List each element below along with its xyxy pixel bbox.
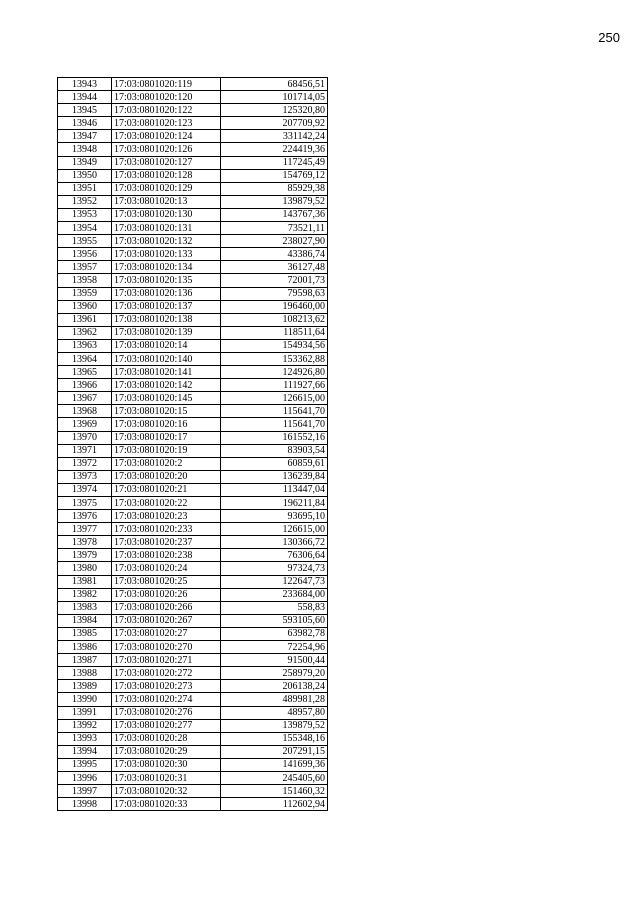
amount-cell: 155348,16 xyxy=(221,732,328,745)
cadastral-code-cell: 17:03:0801020:119 xyxy=(112,78,221,91)
amount-cell: 258979,20 xyxy=(221,667,328,680)
amount-cell: 115641,70 xyxy=(221,405,328,418)
row-id-cell: 13981 xyxy=(58,575,112,588)
row-id-cell: 13955 xyxy=(58,235,112,248)
cadastral-code-cell: 17:03:0801020:16 xyxy=(112,418,221,431)
cadastral-code-cell: 17:03:0801020:122 xyxy=(112,104,221,117)
row-id-cell: 13975 xyxy=(58,497,112,510)
row-id-cell: 13970 xyxy=(58,431,112,444)
cadastral-code-cell: 17:03:0801020:22 xyxy=(112,497,221,510)
amount-cell: 125320,80 xyxy=(221,104,328,117)
cadastral-code-cell: 17:03:0801020:137 xyxy=(112,300,221,313)
cadastral-code-cell: 17:03:0801020:132 xyxy=(112,235,221,248)
row-id-cell: 13951 xyxy=(58,182,112,195)
amount-cell: 63982,78 xyxy=(221,627,328,640)
cadastral-code-cell: 17:03:0801020:133 xyxy=(112,248,221,261)
row-id-cell: 13968 xyxy=(58,405,112,418)
amount-cell: 126615,00 xyxy=(221,523,328,536)
table-row xyxy=(58,431,328,444)
row-id-cell: 13963 xyxy=(58,339,112,352)
amount-cell: 48957,80 xyxy=(221,706,328,719)
amount-cell: 76306,64 xyxy=(221,549,328,562)
table-row xyxy=(58,392,328,405)
cadastral-code-cell: 17:03:0801020:136 xyxy=(112,287,221,300)
row-id-cell: 13980 xyxy=(58,562,112,575)
table-row xyxy=(58,130,328,143)
cadastral-code-cell: 17:03:0801020:274 xyxy=(112,693,221,706)
amount-cell: 72001,73 xyxy=(221,274,328,287)
table-row xyxy=(58,654,328,667)
amount-cell: 101714,05 xyxy=(221,91,328,104)
table-row xyxy=(58,758,328,771)
cadastral-code-cell: 17:03:0801020:23 xyxy=(112,510,221,523)
table-row xyxy=(58,156,328,169)
table-row xyxy=(58,261,328,274)
amount-cell: 489981,28 xyxy=(221,693,328,706)
amount-cell: 122647,73 xyxy=(221,575,328,588)
row-id-cell: 13997 xyxy=(58,785,112,798)
row-id-cell: 13964 xyxy=(58,352,112,365)
row-id-cell: 13978 xyxy=(58,536,112,549)
cadastral-code-cell: 17:03:0801020:130 xyxy=(112,208,221,221)
row-id-cell: 13986 xyxy=(58,641,112,654)
cadastral-code-cell: 17:03:0801020:134 xyxy=(112,261,221,274)
row-id-cell: 13979 xyxy=(58,549,112,562)
table-row xyxy=(58,182,328,195)
row-id-cell: 13954 xyxy=(58,222,112,235)
amount-cell: 117245,49 xyxy=(221,156,328,169)
table-row xyxy=(58,785,328,798)
row-id-cell: 13969 xyxy=(58,418,112,431)
cadastral-code-cell: 17:03:0801020:32 xyxy=(112,785,221,798)
table-row xyxy=(58,169,328,182)
amount-cell: 154769,12 xyxy=(221,169,328,182)
table-row xyxy=(58,444,328,457)
amount-cell: 143767,36 xyxy=(221,208,328,221)
amount-cell: 126615,00 xyxy=(221,392,328,405)
row-id-cell: 13961 xyxy=(58,313,112,326)
table-row xyxy=(58,300,328,313)
table-row xyxy=(58,405,328,418)
amount-cell: 233684,00 xyxy=(221,588,328,601)
row-id-cell: 13943 xyxy=(58,78,112,91)
row-id-cell: 13956 xyxy=(58,248,112,261)
row-id-cell: 13989 xyxy=(58,680,112,693)
table-row xyxy=(58,601,328,614)
amount-cell: 151460,32 xyxy=(221,785,328,798)
row-id-cell: 13958 xyxy=(58,274,112,287)
row-id-cell: 13946 xyxy=(58,117,112,130)
cadastral-code-cell: 17:03:0801020:139 xyxy=(112,326,221,339)
amount-cell: 83903,54 xyxy=(221,444,328,457)
amount-cell: 118511,64 xyxy=(221,326,328,339)
cadastral-code-cell: 17:03:0801020:238 xyxy=(112,549,221,562)
row-id-cell: 13995 xyxy=(58,758,112,771)
row-id-cell: 13972 xyxy=(58,457,112,470)
row-id-cell: 13945 xyxy=(58,104,112,117)
row-id-cell: 13974 xyxy=(58,483,112,496)
amount-cell: 593105,60 xyxy=(221,614,328,627)
amount-cell: 224419,36 xyxy=(221,143,328,156)
table-row xyxy=(58,798,328,811)
cadastral-code-cell: 17:03:0801020:120 xyxy=(112,91,221,104)
row-id-cell: 13971 xyxy=(58,444,112,457)
row-id-cell: 13944 xyxy=(58,91,112,104)
row-id-cell: 13993 xyxy=(58,732,112,745)
table-row xyxy=(58,78,328,91)
row-id-cell: 13966 xyxy=(58,379,112,392)
row-id-cell: 13992 xyxy=(58,719,112,732)
table-row xyxy=(58,510,328,523)
cadastral-code-cell: 17:03:0801020:141 xyxy=(112,366,221,379)
row-id-cell: 13987 xyxy=(58,654,112,667)
cadastral-code-cell: 17:03:0801020:129 xyxy=(112,182,221,195)
table-row xyxy=(58,667,328,680)
row-id-cell: 13965 xyxy=(58,366,112,379)
row-id-cell: 13996 xyxy=(58,771,112,784)
row-id-cell: 13960 xyxy=(58,300,112,313)
row-id-cell: 13985 xyxy=(58,627,112,640)
row-id-cell: 13988 xyxy=(58,667,112,680)
cadastral-code-cell: 17:03:0801020:123 xyxy=(112,117,221,130)
table-row xyxy=(58,143,328,156)
amount-cell: 206138,24 xyxy=(221,680,328,693)
amount-cell: 207291,15 xyxy=(221,745,328,758)
row-id-cell: 13998 xyxy=(58,798,112,811)
row-id-cell: 13983 xyxy=(58,601,112,614)
table-row xyxy=(58,497,328,510)
row-id-cell: 13962 xyxy=(58,326,112,339)
cadastral-code-cell: 17:03:0801020:273 xyxy=(112,680,221,693)
amount-cell: 97324,73 xyxy=(221,562,328,575)
amount-cell: 139879,52 xyxy=(221,719,328,732)
table-row xyxy=(58,222,328,235)
cadastral-code-cell: 17:03:0801020:25 xyxy=(112,575,221,588)
row-id-cell: 13948 xyxy=(58,143,112,156)
table-row xyxy=(58,693,328,706)
table-row xyxy=(58,745,328,758)
row-id-cell: 13947 xyxy=(58,130,112,143)
amount-cell: 196211,84 xyxy=(221,497,328,510)
amount-cell: 68456,51 xyxy=(221,78,328,91)
amount-cell: 108213,62 xyxy=(221,313,328,326)
table-row xyxy=(58,208,328,221)
row-id-cell: 13982 xyxy=(58,588,112,601)
amount-cell: 60859,61 xyxy=(221,457,328,470)
amount-cell: 139879,52 xyxy=(221,195,328,208)
table-row xyxy=(58,104,328,117)
table-row xyxy=(58,366,328,379)
amount-cell: 141699,36 xyxy=(221,758,328,771)
cadastral-code-cell: 17:03:0801020:135 xyxy=(112,274,221,287)
row-id-cell: 13952 xyxy=(58,195,112,208)
row-id-cell: 13990 xyxy=(58,693,112,706)
table-row xyxy=(58,483,328,496)
amount-cell: 207709,92 xyxy=(221,117,328,130)
amount-cell: 115641,70 xyxy=(221,418,328,431)
table-row xyxy=(58,457,328,470)
amount-cell: 36127,48 xyxy=(221,261,328,274)
cadastral-code-cell: 17:03:0801020:31 xyxy=(112,771,221,784)
amount-cell: 112602,94 xyxy=(221,798,328,811)
table-row xyxy=(58,287,328,300)
amount-cell: 111927,66 xyxy=(221,379,328,392)
table-row xyxy=(58,680,328,693)
table-row xyxy=(58,588,328,601)
cadastral-code-cell: 17:03:0801020:271 xyxy=(112,654,221,667)
amount-cell: 93695,10 xyxy=(221,510,328,523)
cadastral-code-cell: 17:03:0801020:124 xyxy=(112,130,221,143)
cadastral-code-cell: 17:03:0801020:276 xyxy=(112,706,221,719)
cadastral-code-cell: 17:03:0801020:21 xyxy=(112,483,221,496)
amount-cell: 124926,80 xyxy=(221,366,328,379)
cadastral-code-cell: 17:03:0801020:13 xyxy=(112,195,221,208)
cadastral-code-cell: 17:03:0801020:272 xyxy=(112,667,221,680)
table-row xyxy=(58,195,328,208)
cadastral-code-cell: 17:03:0801020:126 xyxy=(112,143,221,156)
row-id-cell: 13976 xyxy=(58,510,112,523)
cadastral-code-cell: 17:03:0801020:277 xyxy=(112,719,221,732)
cadastral-code-cell: 17:03:0801020:267 xyxy=(112,614,221,627)
cadastral-code-cell: 17:03:0801020:15 xyxy=(112,405,221,418)
row-id-cell: 13949 xyxy=(58,156,112,169)
cadastral-code-cell: 17:03:0801020:266 xyxy=(112,601,221,614)
cadastral-code-cell: 17:03:0801020:29 xyxy=(112,745,221,758)
cadastral-code-cell: 17:03:0801020:33 xyxy=(112,798,221,811)
cadastral-code-cell: 17:03:0801020:17 xyxy=(112,431,221,444)
row-id-cell: 13984 xyxy=(58,614,112,627)
cadastral-code-cell: 17:03:0801020:270 xyxy=(112,641,221,654)
amount-cell: 331142,24 xyxy=(221,130,328,143)
amount-cell: 91500,44 xyxy=(221,654,328,667)
cadastral-code-cell: 17:03:0801020:138 xyxy=(112,313,221,326)
table-row xyxy=(58,627,328,640)
amount-cell: 238027,90 xyxy=(221,235,328,248)
cadastral-code-cell: 17:03:0801020:128 xyxy=(112,169,221,182)
amount-cell: 72254,96 xyxy=(221,641,328,654)
row-id-cell: 13967 xyxy=(58,392,112,405)
table-row xyxy=(58,326,328,339)
cadastral-code-cell: 17:03:0801020:24 xyxy=(112,562,221,575)
table-row xyxy=(58,418,328,431)
amount-cell: 43386,74 xyxy=(221,248,328,261)
amount-cell: 154934,56 xyxy=(221,339,328,352)
amount-cell: 153362,88 xyxy=(221,352,328,365)
cadastral-code-cell: 17:03:0801020:20 xyxy=(112,470,221,483)
page-number: 250 xyxy=(598,30,620,45)
table-row xyxy=(58,313,328,326)
row-id-cell: 13994 xyxy=(58,745,112,758)
amount-cell: 130366,72 xyxy=(221,536,328,549)
amount-cell: 161552,16 xyxy=(221,431,328,444)
amount-cell: 113447,04 xyxy=(221,483,328,496)
cadastral-code-cell: 17:03:0801020:142 xyxy=(112,379,221,392)
cadastral-code-cell: 17:03:0801020:140 xyxy=(112,352,221,365)
row-id-cell: 13950 xyxy=(58,169,112,182)
table-row xyxy=(58,274,328,287)
cadastral-code-cell: 17:03:0801020:127 xyxy=(112,156,221,169)
table-row xyxy=(58,470,328,483)
table-row xyxy=(58,339,328,352)
amount-cell: 245405,60 xyxy=(221,771,328,784)
table-row xyxy=(58,719,328,732)
cadastral-code-cell: 17:03:0801020:131 xyxy=(112,222,221,235)
table-row xyxy=(58,575,328,588)
table-row xyxy=(58,706,328,719)
table-row xyxy=(58,732,328,745)
amount-cell: 558,83 xyxy=(221,601,328,614)
cadastral-code-cell: 17:03:0801020:28 xyxy=(112,732,221,745)
table-row xyxy=(58,523,328,536)
row-id-cell: 13973 xyxy=(58,470,112,483)
ledger-table-body xyxy=(58,78,328,811)
table-row xyxy=(58,235,328,248)
amount-cell: 196460,00 xyxy=(221,300,328,313)
ledger-table xyxy=(57,77,328,811)
table-row xyxy=(58,379,328,392)
cadastral-code-cell: 17:03:0801020:233 xyxy=(112,523,221,536)
table-row xyxy=(58,562,328,575)
amount-cell: 73521,11 xyxy=(221,222,328,235)
table-row xyxy=(58,641,328,654)
row-id-cell: 13959 xyxy=(58,287,112,300)
amount-cell: 85929,38 xyxy=(221,182,328,195)
table-row xyxy=(58,614,328,627)
row-id-cell: 13991 xyxy=(58,706,112,719)
table-row xyxy=(58,771,328,784)
table-row xyxy=(58,117,328,130)
row-id-cell: 13953 xyxy=(58,208,112,221)
table-row xyxy=(58,536,328,549)
cadastral-code-cell: 17:03:0801020:27 xyxy=(112,627,221,640)
table-row xyxy=(58,248,328,261)
cadastral-code-cell: 17:03:0801020:2 xyxy=(112,457,221,470)
cadastral-code-cell: 17:03:0801020:26 xyxy=(112,588,221,601)
cadastral-code-cell: 17:03:0801020:19 xyxy=(112,444,221,457)
cadastral-code-cell: 17:03:0801020:145 xyxy=(112,392,221,405)
table-row xyxy=(58,549,328,562)
cadastral-code-cell: 17:03:0801020:237 xyxy=(112,536,221,549)
table-row xyxy=(58,352,328,365)
table-row xyxy=(58,91,328,104)
amount-cell: 79598,63 xyxy=(221,287,328,300)
row-id-cell: 13957 xyxy=(58,261,112,274)
cadastral-code-cell: 17:03:0801020:14 xyxy=(112,339,221,352)
cadastral-code-cell: 17:03:0801020:30 xyxy=(112,758,221,771)
amount-cell: 136239,84 xyxy=(221,470,328,483)
row-id-cell: 13977 xyxy=(58,523,112,536)
